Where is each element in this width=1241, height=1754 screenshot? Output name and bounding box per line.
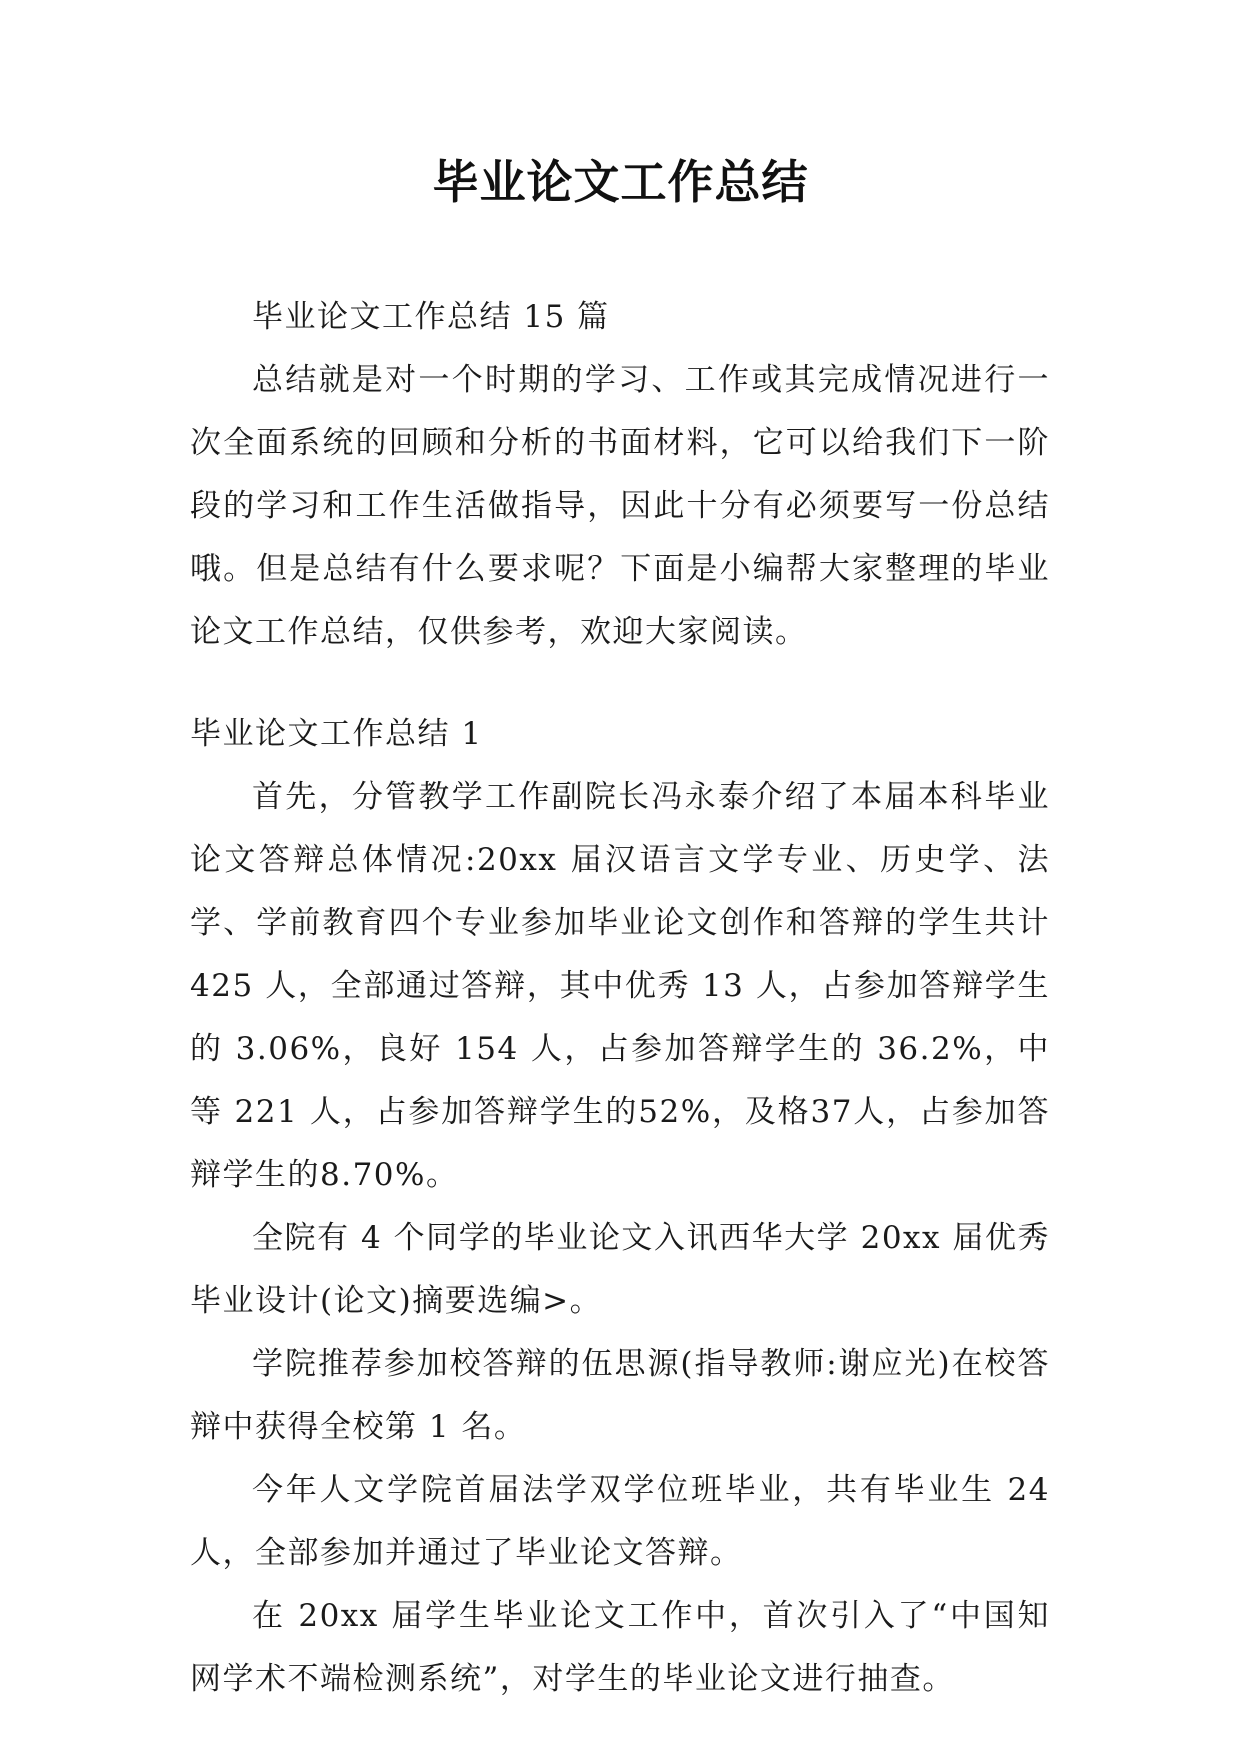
section-paragraph: 学院推荐参加校答辩的伍思源(指导教师:谢应光)在校答辩中获得全校第 1 名。 — [190, 1346, 1050, 1445]
section-paragraph: 首先，分管教学工作副院长冯永泰介绍了本届本科毕业论文答辩总体情况:20xx 届汉语言文学专业、历史学、法学、学前教育四个专业参加毕业论文创作和答辩的学生共计 425 人，全部通过答辩，其中优秀 13 人，占参加答辩学生的 3.06%，良好 154 人，占参加答辩学生的 36.2%，中等 221 人，占参加答辩学生的52%，及格37人，占参加答辩学生的8.70%。 — [190, 779, 1050, 1193]
intro-block — [190, 286, 1050, 664]
section-1 — [190, 703, 1050, 1711]
document-subtitle: 毕业论文工作总结 15 篇 — [252, 299, 610, 335]
section-paragraph: 在 20xx 届学生毕业论文工作中，首次引入了“中国知网学术不端检测系统”，对学生的毕业论文进行抽查。 — [190, 1598, 1050, 1697]
section-heading: 毕业论文工作总结 1 — [190, 716, 483, 752]
intro-paragraph: 总结就是对一个时期的学习、工作或其完成情况进行一次全面系统的回顾和分析的书面材料，它可以给我们下一阶段的学习和工作生活做指导，因此十分有必须要写一份总结哦。但是总结有什么要求呢？下面是小编帮大家整理的毕业论文工作总结，仅供参考，欢迎大家阅读。 — [190, 362, 1050, 650]
section-paragraph: 今年人文学院首届法学双学位班毕业，共有毕业生 24 人，全部参加并通过了毕业论文答辩。 — [190, 1472, 1050, 1571]
section-paragraph: 全院有 4 个同学的毕业论文入讯西华大学 20xx 届优秀毕业设计(论文)摘要选编>。 — [190, 1220, 1050, 1319]
document-title: 毕业论文工作总结 — [432, 155, 809, 209]
